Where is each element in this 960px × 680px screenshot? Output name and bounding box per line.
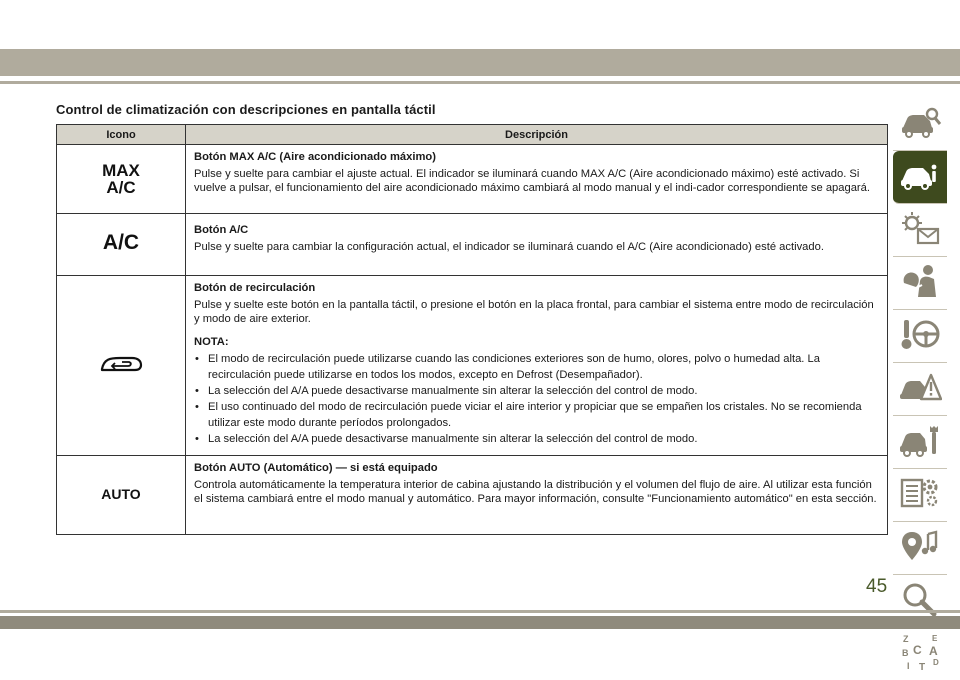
list-item: • La selección del A/A puede desactivarse manualmente sin alterar la selección del control de modo. xyxy=(194,383,879,399)
sidebar-item-index[interactable] xyxy=(893,628,947,680)
car-warning-icon xyxy=(898,369,942,410)
max-ac-icon-label: MAX A/C xyxy=(102,160,140,197)
ac-title: Botón A/C xyxy=(194,224,249,236)
section-title: Control de climatización con descripciones en pantalla táctil xyxy=(56,102,436,117)
recirculation-icon-cell xyxy=(57,276,186,456)
recirculation-icon xyxy=(98,364,144,376)
sidebar-item-in-case-of-emergency[interactable] xyxy=(893,363,947,416)
notes-list xyxy=(194,351,879,447)
max-ac-icon-cell xyxy=(57,145,186,214)
recirculation-text: Pulse y suelte este botón en la pantalla táctil, o presione el botón en la placa frontal, para cambiar el sistema entre modo de recirculación y modo de aire exterior. xyxy=(194,299,874,325)
header-description: Descripción xyxy=(186,125,888,145)
index-letter: Z xyxy=(903,633,909,644)
list-item: • El modo de recirculación puede utilizarse cuando las condiciones exteriores son de humo, olores, polvo o humedad alta. La recirculación puede utilizarse en todos los modos, excepto en Defrost (Desempañador). xyxy=(194,351,879,383)
table-row xyxy=(57,456,888,535)
airbag-person-icon xyxy=(898,263,942,304)
ac-description-cell xyxy=(186,214,888,276)
steering-wheel-icon xyxy=(898,316,942,357)
car-search-icon xyxy=(898,104,942,145)
recirculation-description-cell xyxy=(186,276,888,456)
index-letter: A xyxy=(929,643,938,658)
sidebar-item-servicing-maintenance[interactable] xyxy=(893,416,947,469)
sidebar-item-technical-specifications[interactable] xyxy=(893,469,947,522)
sidebar-item-multimedia[interactable] xyxy=(893,522,947,575)
car-wrench-icon xyxy=(898,422,942,463)
ac-icon-cell xyxy=(57,214,186,276)
list-item: • La selección del A/A puede desactivarse manualmente sin alterar la selección del control de modo. xyxy=(194,431,879,447)
index-letter: C xyxy=(913,642,922,657)
index-letter: B xyxy=(902,647,909,658)
ac-button-icon: A/C xyxy=(102,231,140,254)
top-decorative-band xyxy=(0,49,960,76)
light-message-icon xyxy=(898,210,942,251)
sidebar-item-safety-lights[interactable] xyxy=(893,204,947,257)
auto-text: Controla automáticamente la temperatura interior de cabina ajustando la distribución y el volumen del flujo de aire. Al utilizar esta función el sistema cambiará entre el modo manual y automático. Para mayor información, consulte "Funcionamiento automático" en esta sección. xyxy=(194,479,877,505)
max-ac-title: Botón MAX A/C (Aire acondicionado máximo) xyxy=(194,151,436,163)
auto-title: Botón AUTO (Automático) — si está equipado xyxy=(194,462,438,474)
index-letter: T xyxy=(919,661,926,672)
table-row xyxy=(57,145,888,214)
list-item: • El uso continuado del modo de recirculación puede viciar el aire interior y propiciar que se empañen los cristales. No se recomienda utilizar este modo durante períodos prolongados. xyxy=(194,399,879,431)
bottom-decorative-band xyxy=(0,616,960,629)
recirculation-title: Botón de recirculación xyxy=(194,282,316,294)
top-decorative-line xyxy=(0,81,960,84)
table-header-row xyxy=(57,125,888,145)
page-number: 45 xyxy=(866,576,888,597)
note-label: NOTA: xyxy=(194,336,229,348)
max-ac-button-icon xyxy=(102,162,140,196)
table-row xyxy=(57,214,888,276)
max-ac-text: Pulse y suelte para cambiar el ajuste actual. El indicador se iluminará cuando MAX A/C (Aire acondicionado máximo) esté activado. Si vuelve a pulsar, el funcionamiento del aire acondicionado máximo cambiará al modo manual y el indi-cador correspondiente se apagará. xyxy=(194,168,870,194)
ac-text: Pulse y suelte para cambiar la configuración actual, el indicador se iluminará cuando el A/C (Aire acondicionado) esté activado. xyxy=(194,241,824,253)
alphabet-index-icon xyxy=(898,632,942,677)
car-info-icon xyxy=(898,157,942,198)
chapter-sidebar xyxy=(893,98,947,680)
table-row xyxy=(57,276,888,456)
sidebar-item-getting-to-know-vehicle[interactable] xyxy=(893,98,947,151)
max-ac-description-cell xyxy=(186,145,888,214)
list-gear-icon xyxy=(898,475,942,516)
index-letter: I xyxy=(907,660,910,671)
index-letter: E xyxy=(932,633,938,643)
sidebar-item-safety[interactable] xyxy=(893,257,947,310)
climate-controls-table xyxy=(56,124,888,535)
auto-description-cell xyxy=(186,456,888,535)
index-letter: D xyxy=(933,657,939,667)
bottom-decorative-line xyxy=(0,610,960,613)
sidebar-item-getting-to-know-panel[interactable] xyxy=(893,151,947,204)
auto-button-icon: AUTO xyxy=(101,486,141,502)
auto-icon-cell xyxy=(57,456,186,535)
media-location-icon xyxy=(898,528,942,569)
sidebar-item-starting-operating[interactable] xyxy=(893,310,947,363)
header-icon: Icono xyxy=(57,125,186,145)
